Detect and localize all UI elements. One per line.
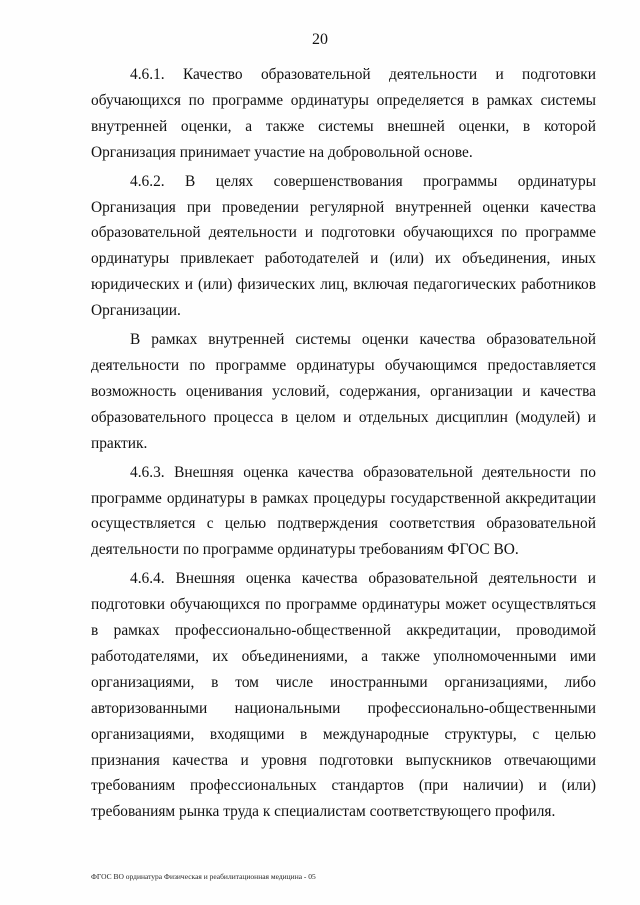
page-footer: ФГОС ВО ординатура Физическая и реабилитационная медицина - 05 [91, 872, 316, 881]
paragraph-4-6-3: 4.6.3. Внешняя оценка качества образовательной деятельности по программе ординатуры в рамках процедуры государственной аккредитации осуществляется с целью подтверждения соответствия образовательной деятельности по программе ординатуры требованиям ФГОС ВО. [91, 463, 596, 559]
paragraph-4-6-2: 4.6.2. В целях совершенствования программы ординатуры Организация при проведении регулярной внутренней оценки качества образовательной деятельности и подготовки обучающихся по программе ординатуры привлекает работодателей и (или) их объединения, иных юридических и (или) физических лиц, включая педагогических работников Организации. [91, 172, 596, 320]
document-body [91, 62, 596, 828]
paragraph-4-6-4: 4.6.4. Внешняя оценка качества образовательной деятельности и подготовки обучающихся по программе ординатуры может осуществляться в рамках профессионально-общественной аккредитации, проводимой работодателями, их объединениями, а также уполномоченными ими организациями, в том числе иностранными организациями, либо авторизованными национальными профессионально-общественными организациями, входящими в международные структуры, с целью признания качества и уровня подготовки выпускников отвечающими требованиям профессиональных стандартов (при наличии) и (или) требованиям рынка труда к специалистам соответствующего профиля. [91, 570, 596, 821]
page-number: 20 [312, 31, 328, 48]
paragraph-internal-assessment: В рамках внутренней системы оценки качества образовательной деятельности по программе ординатуры обучающимся предоставляется возможность оценивания условий, содержания, организации и качества образовательного процесса в целом и отдельных дисциплин (модулей) и практик. [91, 331, 596, 452]
paragraph-4-6-1: 4.6.1. Качество образовательной деятельности и подготовки обучающихся по программе ординатуры определяется в рамках системы внутренней оценки, а также системы внешней оценки, в которой Организация принимает участие на добровольной основе. [91, 66, 596, 161]
